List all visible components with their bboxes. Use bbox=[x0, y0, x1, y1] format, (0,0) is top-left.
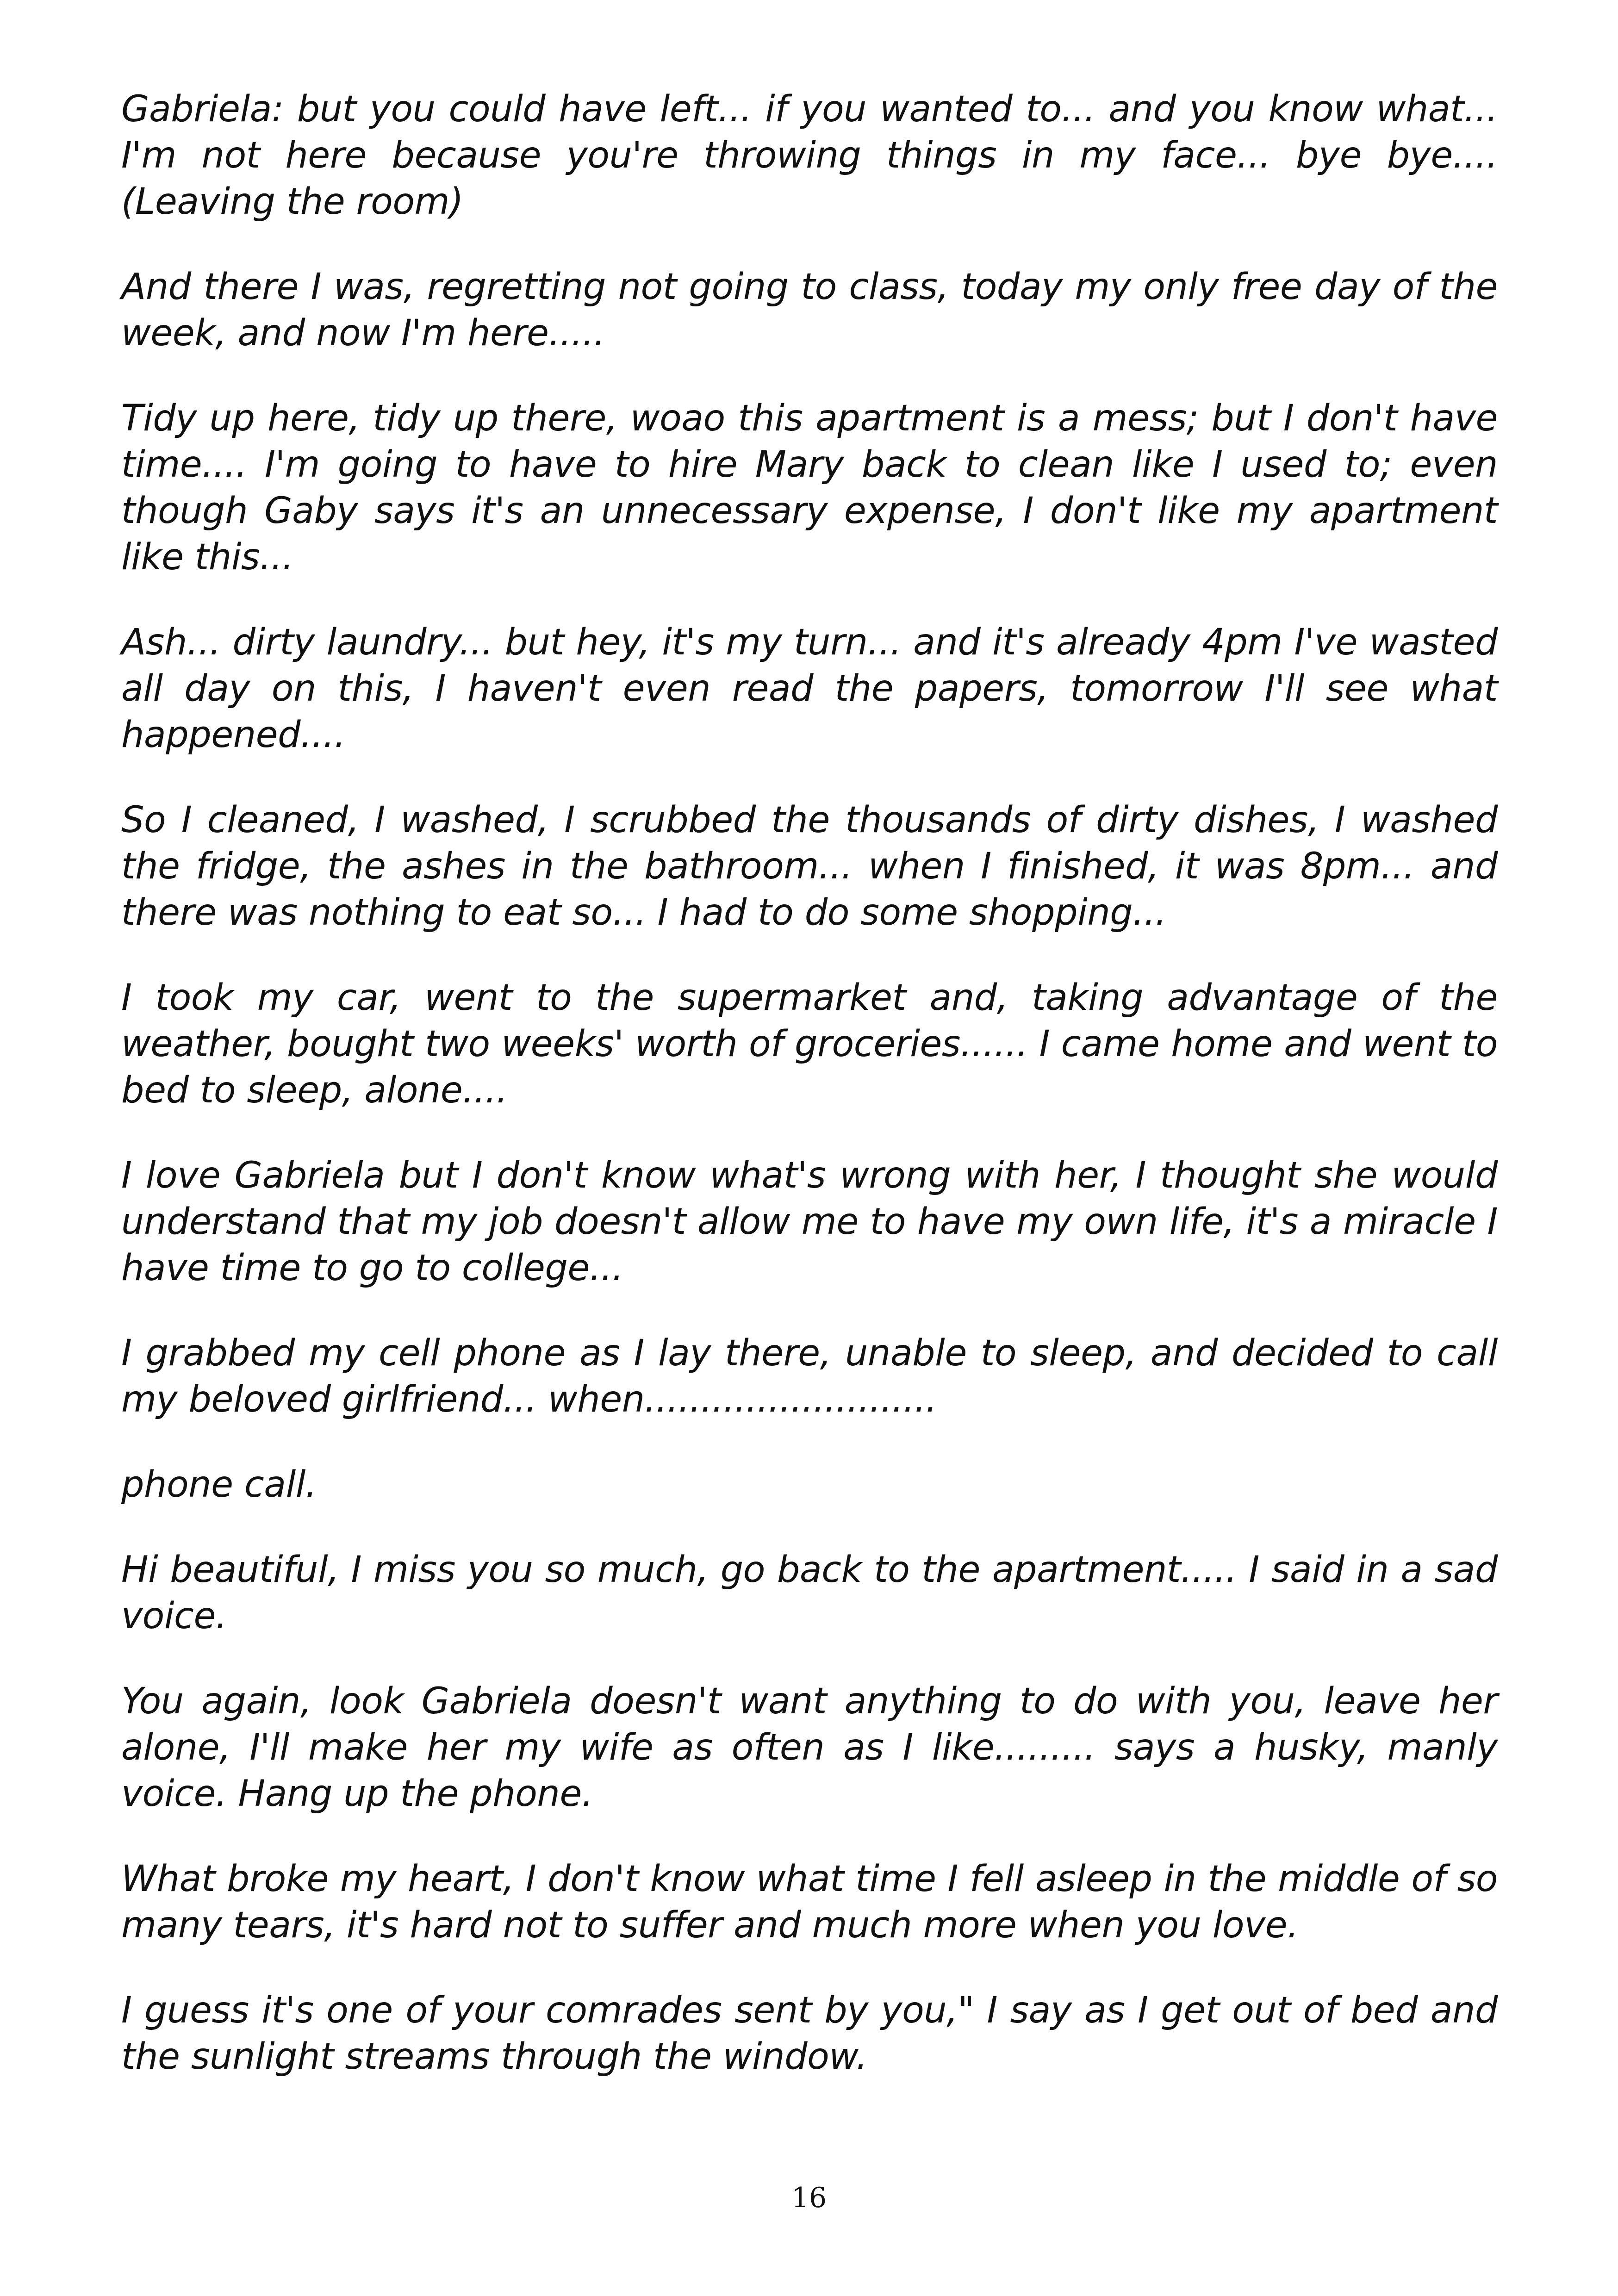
paragraph: Gabriela: but you could have left... if you wanted to... and you know what... I'm not here because you're throwing things in my face... bye bye.... (Leaving the room) bbox=[121, 88, 1498, 223]
paragraph: I guess it's one of your comrades sent by you," I say as I get out of bed and the sunlight streams through the window. bbox=[121, 1990, 1498, 2078]
paragraph: I love Gabriela but I don't know what's wrong with her, I thought she would understand that my job doesn't allow me to have my own life, it's a miracle I have time to go to college... bbox=[121, 1155, 1498, 1289]
paragraph: Tidy up here, tidy up there, woao this apartment is a mess; but I don't have time.... I'm going to have to hire Mary back to clean like I used to; even though Gaby says it's an unnecessary expense, I don't like my apartment like this... bbox=[121, 398, 1498, 578]
paragraph: So I cleaned, I washed, I scrubbed the thousands of dirty dishes, I washed the fridge, the ashes in the bathroom... when I finished, it was 8pm... and there was nothing to eat so... I had to do some shopping... bbox=[121, 799, 1498, 933]
paragraph: What broke my heart, I don't know what time I fell asleep in the middle of so many tears, it's hard not to suffer and much more when you love. bbox=[121, 1858, 1498, 1946]
paragraph: And there I was, regretting not going to class, today my only free day of the week, and now I'm here..... bbox=[121, 266, 1498, 354]
paragraph: I grabbed my cell phone as I lay there, unable to sleep, and decided to call my beloved girlfriend... when.......................... bbox=[121, 1332, 1498, 1420]
body-text bbox=[121, 86, 1498, 2119]
paragraph: Ash... dirty laundry... but hey, it's my turn... and it's already 4pm I've wasted all day on this, I haven't even read the papers, tomorrow I'll see what happened.... bbox=[121, 622, 1498, 756]
paragraph: phone call. bbox=[121, 1464, 317, 1506]
paragraph: I took my car, went to the supermarket and, taking advantage of the weather, bought two weeks' worth of groceries...... I came home and went to bed to sleep, alone.... bbox=[121, 977, 1498, 1111]
paragraph: Hi beautiful, I miss you so much, go back to the apartment..... I said in a sad voice. bbox=[121, 1549, 1498, 1637]
page-number: 16 bbox=[791, 2182, 827, 2214]
paragraph: You again, look Gabriela doesn't want anything to do with you, leave her alone, I'll make her my wife as often as I like......... says a husky, manly voice. Hang up the phone. bbox=[121, 1680, 1498, 1815]
